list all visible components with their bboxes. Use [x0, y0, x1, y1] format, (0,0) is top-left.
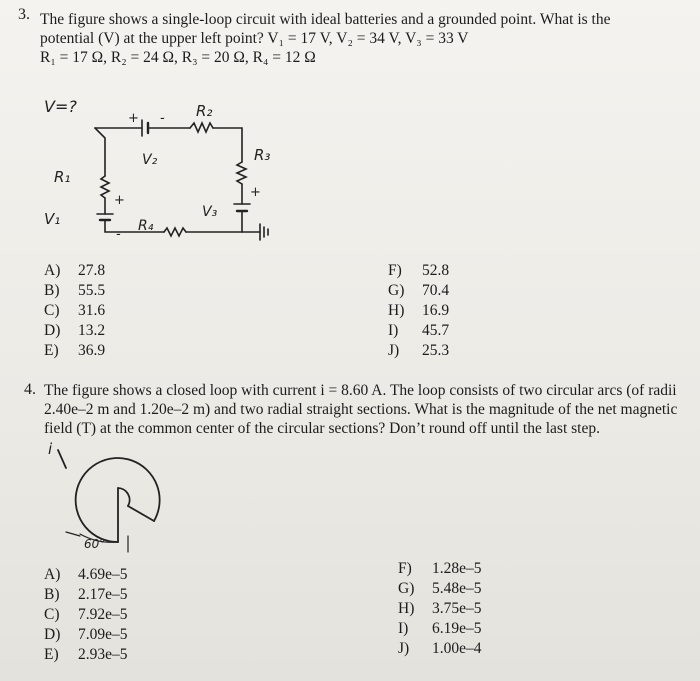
q4-number: 4.: [24, 381, 36, 398]
choice-value: 3.75e–5: [432, 600, 482, 617]
choice-letter: C): [44, 302, 60, 319]
choice-value: 4.69e–5: [78, 566, 128, 583]
q3-choice-b[interactable]: [44, 282, 105, 300]
v1-label: V₁: [44, 210, 61, 228]
choice-value: 16.9: [422, 302, 450, 319]
choice-value: 36.9: [78, 342, 106, 359]
loop-figure: [40, 440, 180, 570]
r3-label: R₃: [254, 146, 271, 164]
choice-value: 52.8: [422, 262, 450, 279]
choice-letter: D): [44, 626, 61, 643]
choice-value: 45.7: [422, 322, 450, 339]
r2-label: R₂: [196, 102, 213, 120]
choice-letter: C): [44, 606, 60, 623]
q3-text: [40, 10, 610, 67]
q4-choice-c[interactable]: [44, 606, 128, 624]
q4-choice-i[interactable]: [398, 620, 482, 638]
choice-letter: E): [44, 342, 59, 359]
r1-label: R₁: [54, 168, 71, 186]
choice-letter: H): [388, 302, 405, 319]
v1-plus-label: +: [114, 193, 125, 208]
q3-line-3: R₁ = 17 Ω, R₂ = 24 Ω, R₃ = 20 Ω, R₄ = 12 Ω: [40, 49, 316, 66]
choice-letter: A): [44, 262, 61, 279]
r4-label: R₄: [138, 218, 154, 234]
current-label: i: [48, 440, 53, 458]
circuit-figure: [30, 92, 300, 252]
q3-line-2: potential (V) at the upper left point? V₁ = 17 V, V₂ = 34 V, V₃ = 33 V: [40, 30, 469, 47]
v2-label: V₂: [142, 152, 158, 168]
choice-value: 7.09e–5: [78, 626, 128, 643]
choice-letter: B): [44, 586, 60, 603]
choice-letter: E): [44, 646, 59, 663]
q4-text: [44, 381, 677, 438]
v3-plus-label: +: [250, 185, 261, 200]
choice-letter: D): [44, 322, 61, 339]
choice-value: 55.5: [78, 282, 106, 299]
choice-letter: A): [44, 566, 61, 583]
choice-value: 2.93e–5: [78, 646, 128, 663]
q3-choice-g[interactable]: [388, 282, 449, 300]
q4-choice-g[interactable]: [398, 580, 482, 598]
q4-line-2: 2.40e–2 m and 1.20e–2 m) and two radial straight sections. What is the magnitude of the net magnetic: [44, 401, 678, 418]
choice-letter: I): [398, 620, 409, 637]
choice-value: 25.3: [422, 342, 450, 359]
v1-minus-label: -: [116, 227, 121, 242]
q3-number: 3.: [18, 6, 30, 23]
choice-value: 70.4: [422, 282, 450, 299]
q4-line-3: field (T) at the common center of the circular sections? Don’t round off until the last step.: [44, 420, 600, 437]
q4-choice-j[interactable]: [398, 640, 482, 658]
q4-choice-a[interactable]: [44, 566, 128, 584]
choice-value: 5.48e–5: [432, 580, 482, 597]
q3-choice-e[interactable]: [44, 342, 105, 360]
q3-choice-a[interactable]: [44, 262, 105, 280]
choice-letter: G): [398, 580, 415, 597]
q4-choice-h[interactable]: [398, 600, 482, 618]
choice-value: 6.19e–5: [432, 620, 482, 637]
angle-label: 60°: [84, 537, 106, 551]
choice-letter: G): [388, 282, 405, 299]
v2-minus-label: -: [160, 111, 165, 126]
q3-choice-f[interactable]: [388, 262, 449, 280]
q3-choice-i[interactable]: [388, 322, 449, 340]
choice-value: 7.92e–5: [78, 606, 128, 623]
q3-choice-c[interactable]: [44, 302, 105, 320]
q4-choice-b[interactable]: [44, 586, 128, 604]
choice-value: 1.28e–5: [432, 560, 482, 577]
choice-letter: I): [388, 322, 399, 339]
choice-value: 1.00e–4: [432, 640, 482, 657]
choice-letter: J): [398, 640, 410, 657]
q3-choice-d[interactable]: [44, 322, 105, 340]
q4-choice-e[interactable]: [44, 646, 128, 664]
choice-value: 31.6: [78, 302, 106, 319]
choice-letter: H): [398, 600, 415, 617]
q4-choice-f[interactable]: [398, 560, 482, 578]
choice-letter: J): [388, 342, 400, 359]
choice-letter: B): [44, 282, 60, 299]
choice-value: 2.17e–5: [78, 586, 128, 603]
q4-choice-d[interactable]: [44, 626, 128, 644]
choice-value: 27.8: [78, 262, 106, 279]
choice-value: 13.2: [78, 322, 106, 339]
choice-letter: F): [398, 560, 412, 577]
v3-label: V₃: [202, 204, 218, 220]
q4-line-1: The figure shows a closed loop with current i = 8.60 A. The loop consists of two circular arcs (of radii: [44, 382, 677, 399]
q3-choice-h[interactable]: [388, 302, 449, 320]
q3-choice-j[interactable]: [388, 342, 449, 360]
v2-plus-label: +: [128, 111, 139, 126]
unknown-potential-label: V=?: [44, 97, 77, 116]
choice-letter: F): [388, 262, 402, 279]
q3-line-1: The figure shows a single-loop circuit with ideal batteries and a grounded point. What is the: [40, 11, 611, 28]
